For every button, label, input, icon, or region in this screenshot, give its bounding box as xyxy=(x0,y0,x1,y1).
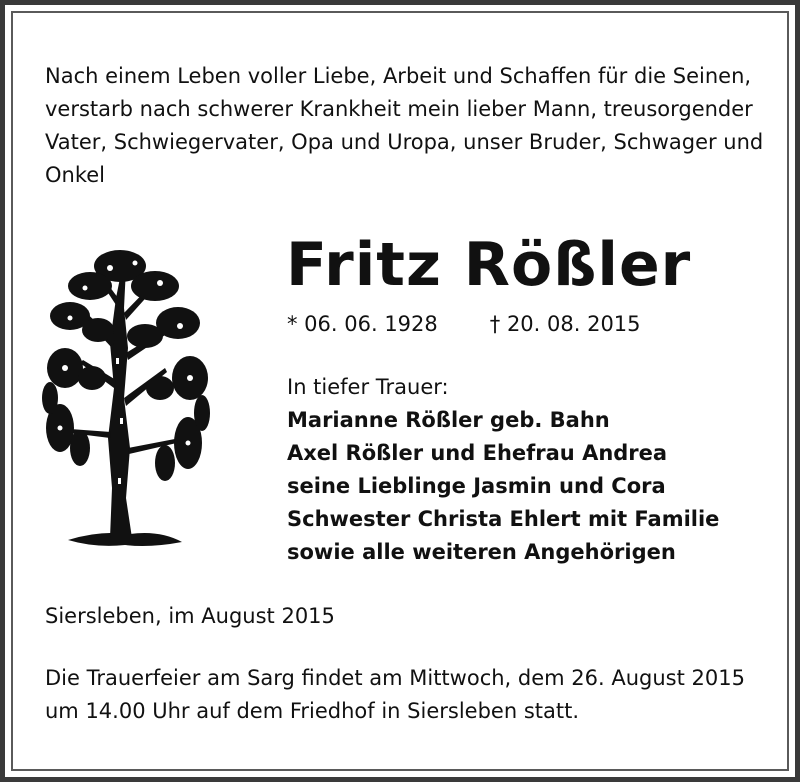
place-date: Siersleben, im August 2015 xyxy=(45,604,335,628)
funeral-info: Die Trauerfeier am Sarg findet am Mittwoch, dem 26. August 2015 um 14.00 Uhr auf dem Friedhof in Siersleben statt. xyxy=(45,666,745,723)
mourner-line: sowie alle weiteren Angehörigen xyxy=(287,540,676,564)
mourner-line: Axel Rößler und Ehefrau Andrea xyxy=(287,441,668,465)
mourning-label: In tiefer Trauer: xyxy=(287,375,449,399)
mourner-line: Marianne Rößler geb. Bahn xyxy=(287,408,610,432)
intro-text: Nach einem Leben voller Liebe, Arbeit und Schaffen für die Seinen, verstarb nach schwerer Krankheit mein lieber Mann, treusorgender Vater, Schwiegervater, Opa und Uropa, unser Bruder, Schwager und Onkel xyxy=(45,64,764,187)
deceased-name: Fritz Rößler xyxy=(286,230,692,300)
birth-date: * 06. 06. 1928 xyxy=(287,312,438,336)
death-date: † 20. 08. 2015 xyxy=(489,312,641,336)
mourner-line: Schwester Christa Ehlert mit Familie xyxy=(287,507,720,531)
life-dates xyxy=(287,308,641,340)
birch-tree-icon xyxy=(40,238,210,553)
mourners-block xyxy=(287,371,719,569)
mourner-line: seine Lieblinge Jasmin und Cora xyxy=(287,474,666,498)
